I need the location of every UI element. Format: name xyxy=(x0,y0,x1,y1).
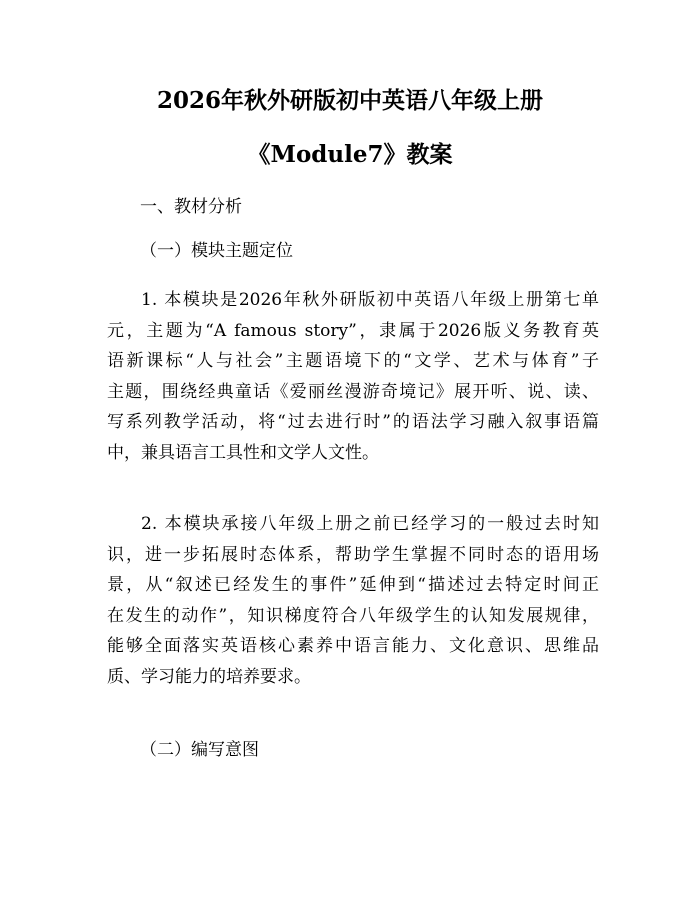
section-heading-textbook-analysis: 一、教材分析 xyxy=(140,197,242,217)
paragraph-line: 2. 本模块承接八年级上册之前已经学习的一般过去时知 xyxy=(141,514,599,534)
paragraph-line: 识，进一步拓展时态体系，帮助学生掌握不同时态的语用场 xyxy=(107,544,599,565)
paragraph-module-theme xyxy=(107,285,599,468)
paragraph-line: 元，主题为“A famous story”，隶属于2026版义务教育英 xyxy=(107,320,599,341)
paragraph-line: 在发生的动作”，知识梯度符合八年级学生的认知发展规律， xyxy=(107,605,599,626)
paragraph-line: 中，兼具语言工具性和文学人文性。 xyxy=(107,442,379,463)
paragraph-line: 景，从“叙述已经发生的事件”延伸到“描述过去特定时间正 xyxy=(107,575,599,595)
document-title-line-2: 《Module7》教案 xyxy=(247,141,453,168)
paragraph-tense-progression xyxy=(107,509,599,692)
paragraph-line: 1. 本模块是2026年秋外研版初中英语八年级上册第七单 xyxy=(141,290,599,310)
paragraph-line: 语新课标“人与社会”主题语境下的“文学、艺术与体育”子 xyxy=(107,351,599,371)
paragraph-line: 质、学习能力的培养要求。 xyxy=(107,666,311,687)
document-title-line-1: 2026年秋外研版初中英语八年级上册 xyxy=(156,87,543,114)
paragraph-line: 写系列教学活动，将“过去进行时”的语法学习融入叙事语篇 xyxy=(107,412,599,432)
paragraph-line: 能够全面落实英语核心素养中语言能力、文化意识、思维品 xyxy=(107,636,599,656)
paragraph-line: 主题，围绕经典童话《爱丽丝漫游奇境记》展开听、说、读、 xyxy=(107,381,599,402)
subsection-heading-module-theme: （一）模块主题定位 xyxy=(140,241,293,261)
subsection-heading-writing-intent: （二）编写意图 xyxy=(140,740,259,760)
